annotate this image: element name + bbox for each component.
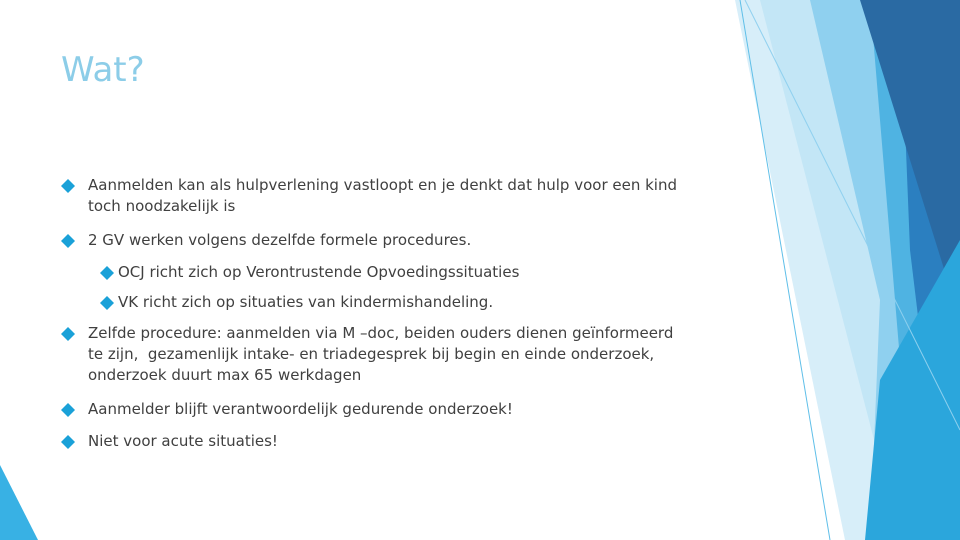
bullet-text-line: Niet voor acute situaties! bbox=[88, 432, 278, 450]
bullet-text-line: Aanmelden kan als hulpverlening vastloopt en je denkt dat hulp voor een kind bbox=[88, 176, 677, 194]
bullet-text-line: te zijn, gezamenlijk intake- en triadegesprek bij begin en einde onderzoek, bbox=[88, 345, 655, 363]
bullet-text-line: 2 GV werken volgens dezelfde formele procedures. bbox=[88, 231, 472, 249]
bullet-text-line: OCJ richt zich op Verontrustende Opvoedingssituaties bbox=[118, 263, 520, 281]
diamond-bullet-icon bbox=[61, 234, 75, 248]
bullet-text-line: onderzoek duurt max 65 werkdagen bbox=[88, 366, 362, 384]
bullet-text-line: Zelfde procedure: aanmelden via M –doc, beiden ouders dienen geïnformeerd bbox=[88, 324, 674, 342]
bullet-text-line: VK richt zich op situaties van kindermishandeling. bbox=[118, 293, 494, 311]
decor-bottom-left-triangle bbox=[0, 465, 38, 540]
diamond-bullet-icon bbox=[100, 266, 114, 280]
bullet-text-line: Aanmelder blijft verantwoordelijk gedurende onderzoek! bbox=[88, 400, 513, 418]
diamond-bullet-icon bbox=[61, 435, 75, 449]
diamond-bullet-icon bbox=[61, 327, 75, 341]
slide-title: Wat? bbox=[61, 50, 145, 90]
diamond-bullet-icon bbox=[61, 403, 75, 417]
diamond-bullet-icon bbox=[61, 179, 75, 193]
bullet-text-line: toch noodzakelijk is bbox=[88, 197, 236, 215]
diamond-bullet-icon bbox=[100, 296, 114, 310]
